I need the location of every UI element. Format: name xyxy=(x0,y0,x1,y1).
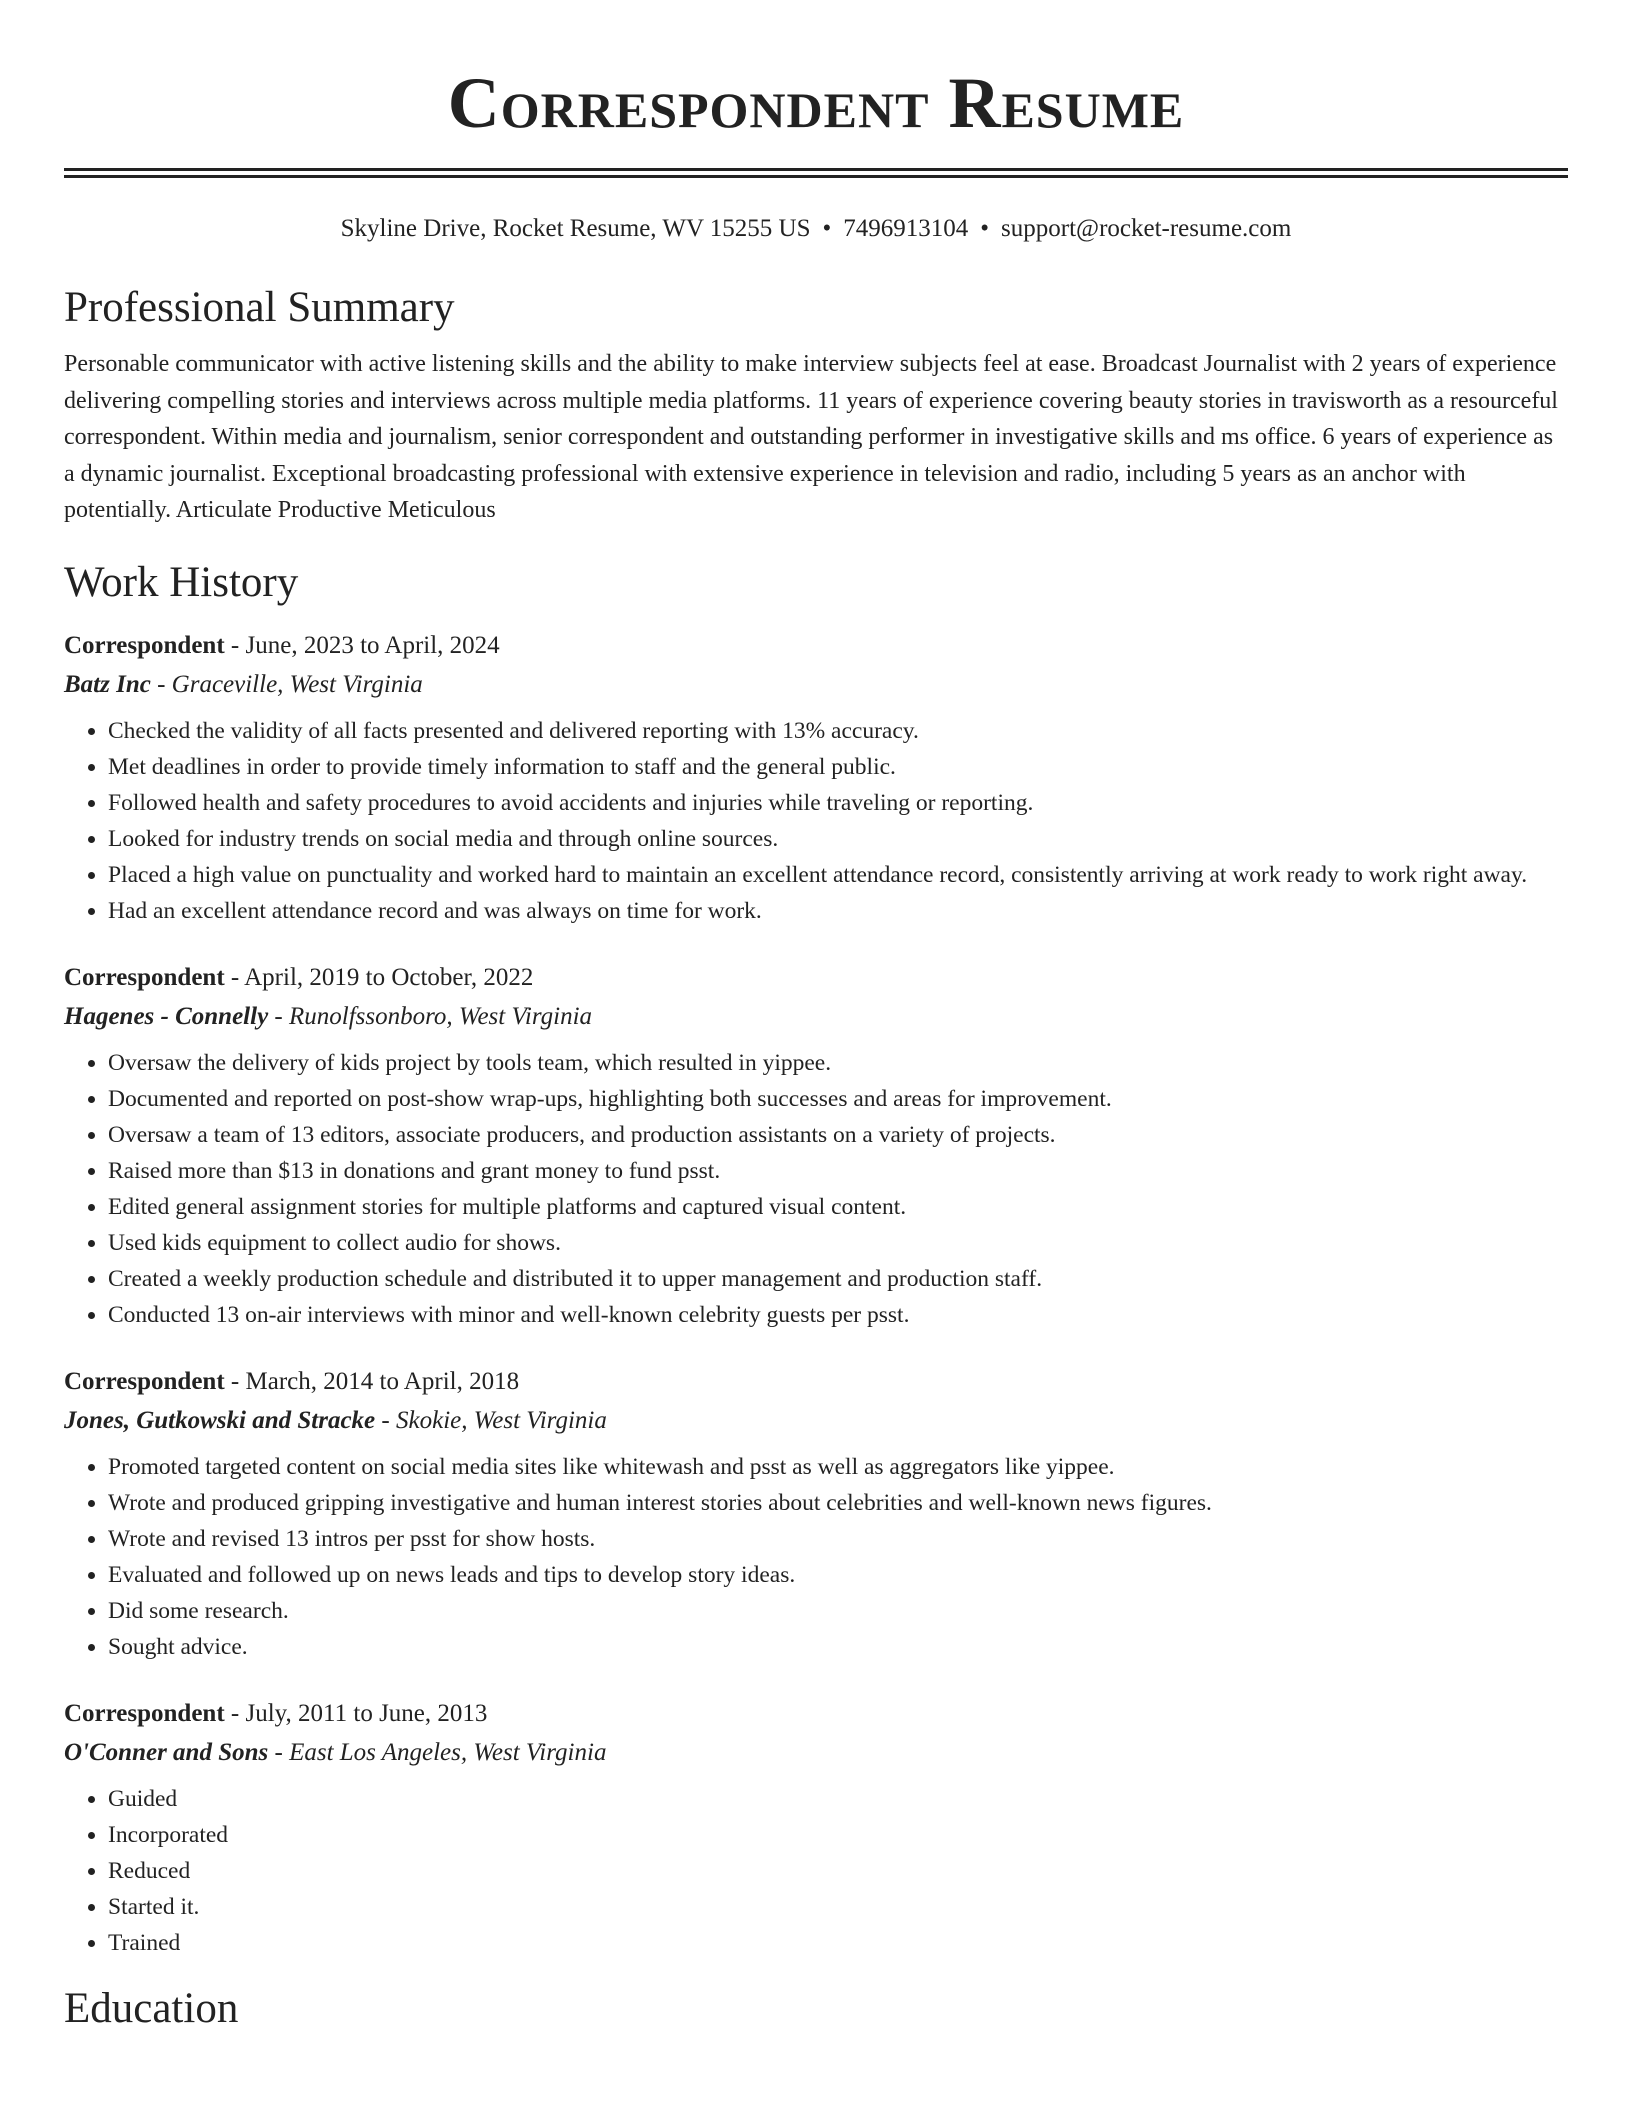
contact-separator: • xyxy=(822,215,832,242)
education-heading: Education xyxy=(64,1984,239,2032)
contact-email: support@rocket-resume.com xyxy=(1001,215,1292,242)
resume-title: Correspondent Resume xyxy=(447,63,1185,143)
title-divider xyxy=(64,168,1568,178)
job-bullet: • Created a weekly production schedule and distributed it to upper management and production staff. xyxy=(108,1261,1568,1297)
job-bullet: • Oversaw a team of 13 editors, associate producers, and production assistants on a variety of projects. xyxy=(108,1117,1568,1153)
job-title-line xyxy=(64,1695,1568,1733)
job-bullet: • Oversaw the delivery of kids project by tools team, which resulted in yippee. xyxy=(108,1045,1568,1081)
resume-page xyxy=(64,0,1568,2037)
job-company-line xyxy=(64,1401,1568,1441)
job-bullet: • Checked the validity of all facts presented and delivered reporting with 13% accuracy. xyxy=(108,713,1568,749)
job-dates: - June, 2023 to April, 2024 xyxy=(224,631,500,659)
job-dates: - July, 2011 to June, 2013 xyxy=(224,1699,488,1727)
job-title-line xyxy=(64,959,1568,997)
job-bullet-list xyxy=(64,1045,1568,1333)
job-role: Correspondent xyxy=(64,963,225,991)
job-bullet: • Sought advice. xyxy=(108,1629,1568,1665)
job-entry xyxy=(64,959,1568,1333)
job-location: - East Los Angeles, West Virginia xyxy=(268,1738,607,1766)
job-bullet-list xyxy=(64,1781,1568,1961)
job-bullet-list xyxy=(64,713,1568,929)
job-bullet: • Used kids equipment to collect audio for shows. xyxy=(108,1225,1568,1261)
job-bullet-list xyxy=(64,1449,1568,1665)
job-bullet: • Trained xyxy=(108,1925,1568,1961)
contact-line xyxy=(64,212,1568,246)
job-location: - Runolfssonboro, West Virginia xyxy=(268,1002,593,1030)
job-company: Jones, Gutkowski and Stracke xyxy=(64,1406,376,1434)
job-bullet: • Conducted 13 on-air interviews with minor and well-known celebrity guests per psst. xyxy=(108,1297,1568,1333)
job-bullet: • Edited general assignment stories for multiple platforms and captured visual content. xyxy=(108,1189,1568,1225)
job-bullet: • Followed health and safety procedures to avoid accidents and injuries while traveling or reporting. xyxy=(108,785,1568,821)
work-history-heading: Work History xyxy=(64,558,299,606)
job-role: Correspondent xyxy=(64,1367,225,1395)
job-company: O'Conner and Sons xyxy=(64,1738,269,1766)
job-role: Correspondent xyxy=(64,1699,225,1727)
job-entry xyxy=(64,627,1568,929)
job-bullet: • Documented and reported on post-show wrap-ups, highlighting both successes and areas for improvement. xyxy=(108,1081,1568,1117)
job-dates: - March, 2014 to April, 2018 xyxy=(224,1367,520,1395)
summary-heading: Professional Summary xyxy=(64,284,455,331)
job-bullet: • Raised more than $13 in donations and grant money to fund psst. xyxy=(108,1153,1568,1189)
job-bullet: • Reduced xyxy=(108,1853,1568,1889)
job-bullet: • Met deadlines in order to provide timely information to staff and the general public. xyxy=(108,749,1568,785)
job-title-line xyxy=(64,627,1568,665)
job-entry xyxy=(64,1695,1568,1961)
summary-text: Personable communicator with active listening skills and the ability to make interview subjects feel at ease. Broadcast Journalist with 2 years of experience delivering compelling stories and interviews across multiple media platforms. 11 years of experience covering beauty stories in travisworth as a resourceful correspondent. Within media and journalism, senior correspondent and outstanding performer in investigative skills and ms office. 6 years of experience as a dynamic journalist. Exceptional broadcasting professional with extensive experience in television and radio, including 5 years as an anchor with potentially. Articulate Productive Meticulous xyxy=(64,351,1558,523)
job-location: - Skokie, West Virginia xyxy=(375,1406,607,1434)
job-bullet: • Looked for industry trends on social media and through online sources. xyxy=(108,821,1568,857)
job-entry xyxy=(64,1363,1568,1665)
job-company: Hagenes - Connelly xyxy=(64,1002,269,1030)
job-company-line xyxy=(64,1733,1568,1773)
job-location: - Graceville, West Virginia xyxy=(150,670,423,698)
job-dates: - April, 2019 to October, 2022 xyxy=(224,963,534,991)
contact-phone: 7496913104 xyxy=(843,215,969,242)
job-title-line xyxy=(64,1363,1568,1401)
job-bullet: • Promoted targeted content on social media sites like whitewash and psst as well as aggregators like yippee. xyxy=(108,1449,1568,1485)
job-role: Correspondent xyxy=(64,631,225,659)
job-company: Batz Inc xyxy=(64,670,151,698)
job-bullet: • Incorporated xyxy=(108,1817,1568,1853)
job-bullet: • Placed a high value on punctuality and worked hard to maintain an excellent attendance record, consistently arriving at work ready to work right away. xyxy=(108,857,1568,893)
job-company-line xyxy=(64,665,1568,705)
job-bullet: • Had an excellent attendance record and was always on time for work. xyxy=(108,893,1568,929)
job-bullet: • Wrote and produced gripping investigative and human interest stories about celebrities and well-known news figures. xyxy=(108,1485,1568,1521)
job-bullet: • Evaluated and followed up on news leads and tips to develop story ideas. xyxy=(108,1557,1568,1593)
job-bullet: • Started it. xyxy=(108,1889,1568,1925)
job-bullet: • Guided xyxy=(108,1781,1568,1817)
job-bullet: • Did some research. xyxy=(108,1593,1568,1629)
work-history-list xyxy=(64,627,1568,1961)
contact-address: Skyline Drive, Rocket Resume, WV 15255 US xyxy=(340,215,811,242)
contact-separator: • xyxy=(980,215,990,242)
job-company-line xyxy=(64,997,1568,1037)
job-bullet: • Wrote and revised 13 intros per psst for show hosts. xyxy=(108,1521,1568,1557)
